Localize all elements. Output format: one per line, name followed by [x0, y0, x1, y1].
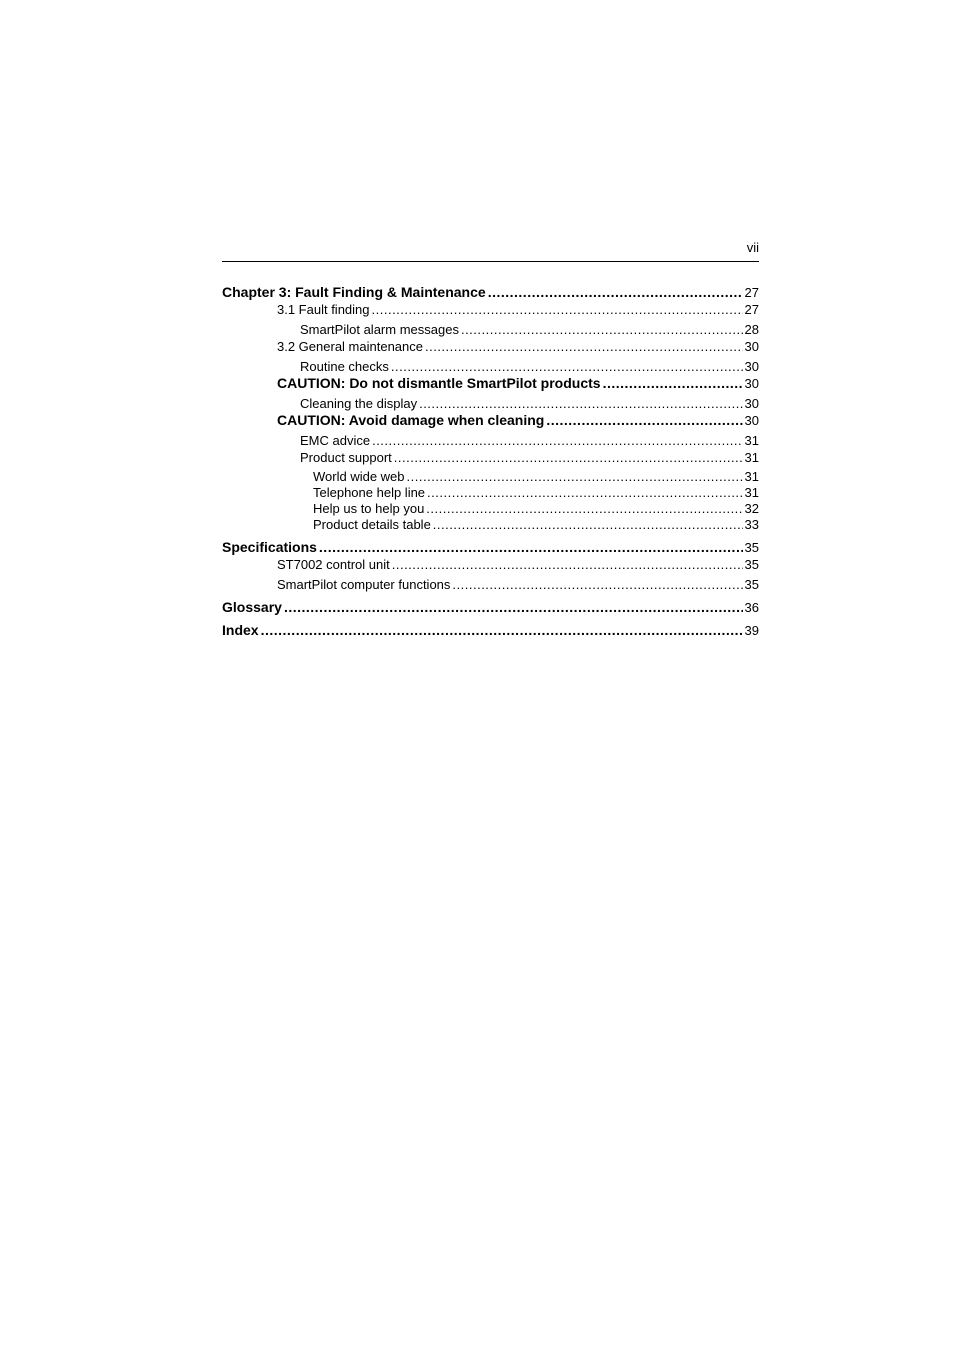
dot-leader [392, 556, 743, 573]
toc-entry-label: SmartPilot computer functions [277, 577, 451, 592]
toc-entry-label: EMC advice [300, 433, 371, 448]
dot-leader [284, 599, 743, 616]
toc-entry-alarm-messages[interactable] [222, 321, 759, 338]
toc-entry-product-details-table[interactable] [222, 517, 759, 533]
dot-leader [319, 539, 743, 556]
toc-entry-emc-advice[interactable] [222, 432, 759, 449]
dot-leader [425, 338, 743, 355]
toc-entry-caution-dismantle[interactable] [222, 375, 759, 392]
toc-entry-page: 30 [744, 376, 759, 391]
toc-entry-page: 32 [744, 501, 759, 516]
toc-entry-page: 35 [744, 577, 759, 592]
toc-entry-glossary[interactable] [222, 599, 759, 616]
dot-leader [391, 358, 743, 375]
toc-entry-label: Cleaning the display [300, 396, 418, 411]
dot-leader [427, 485, 742, 501]
toc-entry-page: 27 [744, 285, 759, 300]
toc-entry-page: 31 [744, 450, 759, 465]
dot-leader [372, 301, 743, 318]
toc-entry-label: 3.1 Fault finding [277, 302, 370, 317]
toc-entry-label: Help us to help you [313, 501, 425, 516]
dot-leader [488, 284, 743, 301]
dot-leader [546, 412, 742, 429]
toc-entry-fault-finding[interactable] [222, 301, 759, 318]
toc-entry-page: 31 [744, 485, 759, 500]
toc-entry-page: 30 [744, 396, 759, 411]
toc-entry-page: 39 [744, 623, 759, 638]
toc-entry-routine-checks[interactable] [222, 358, 759, 375]
dot-leader [419, 395, 742, 412]
dot-leader [433, 517, 743, 533]
header-rule [222, 261, 759, 262]
toc-entry-label: CAUTION: Do not dismantle SmartPilot products [277, 375, 601, 391]
dot-leader [407, 469, 743, 485]
toc-entry-cleaning-display[interactable] [222, 395, 759, 412]
toc-entry-computer-functions[interactable] [222, 576, 759, 593]
toc-entry-index[interactable] [222, 622, 759, 639]
toc-entry-label: World wide web [313, 469, 405, 484]
toc-entry-page: 33 [744, 517, 759, 532]
toc-entry-page: 35 [744, 557, 759, 572]
toc-entry-label: CAUTION: Avoid damage when cleaning [277, 412, 545, 428]
toc-entry-general-maintenance[interactable] [222, 338, 759, 355]
toc-entry-page: 30 [744, 413, 759, 428]
dot-leader [426, 501, 742, 517]
toc-entry-label: 3.2 General maintenance [277, 339, 423, 354]
page-number: vii [746, 240, 759, 255]
toc-entry-page: 30 [744, 359, 759, 374]
toc-entry-product-support[interactable] [222, 449, 759, 466]
toc-entry-page: 31 [744, 469, 759, 484]
toc-entry-label: Index [222, 622, 259, 638]
toc-entry-label: Chapter 3: Fault Finding & Maintenance [222, 284, 486, 300]
toc-entry-page: 27 [744, 302, 759, 317]
toc-entry-label: ST7002 control unit [277, 557, 390, 572]
toc-entry-label: SmartPilot alarm messages [300, 322, 459, 337]
toc-entry-label: Product details table [313, 517, 431, 532]
dot-leader [261, 622, 743, 639]
toc-entry-telephone-help-line[interactable] [222, 485, 759, 501]
toc-entry-page: 28 [744, 322, 759, 337]
toc-entry-label: Specifications [222, 539, 317, 555]
toc-entry-page: 31 [744, 433, 759, 448]
toc-entry-help-us[interactable] [222, 501, 759, 517]
toc-entry-label: Routine checks [300, 359, 389, 374]
toc-entry-page: 35 [744, 540, 759, 555]
table-of-contents [222, 284, 759, 639]
toc-entry-label: Glossary [222, 599, 282, 615]
toc-entry-st7002-control-unit[interactable] [222, 556, 759, 573]
toc-entry-label: Telephone help line [313, 485, 426, 500]
toc-entry-label: Product support [300, 450, 392, 465]
dot-leader [452, 576, 742, 593]
toc-entry-chapter-3[interactable] [222, 284, 759, 301]
toc-entry-caution-cleaning[interactable] [222, 412, 759, 429]
toc-entry-world-wide-web[interactable] [222, 469, 759, 485]
toc-entry-page: 36 [744, 600, 759, 615]
dot-leader [372, 432, 742, 449]
dot-leader [394, 449, 743, 466]
dot-leader [461, 321, 743, 338]
toc-entry-specifications[interactable] [222, 539, 759, 556]
dot-leader [603, 375, 743, 392]
toc-entry-page: 30 [744, 339, 759, 354]
